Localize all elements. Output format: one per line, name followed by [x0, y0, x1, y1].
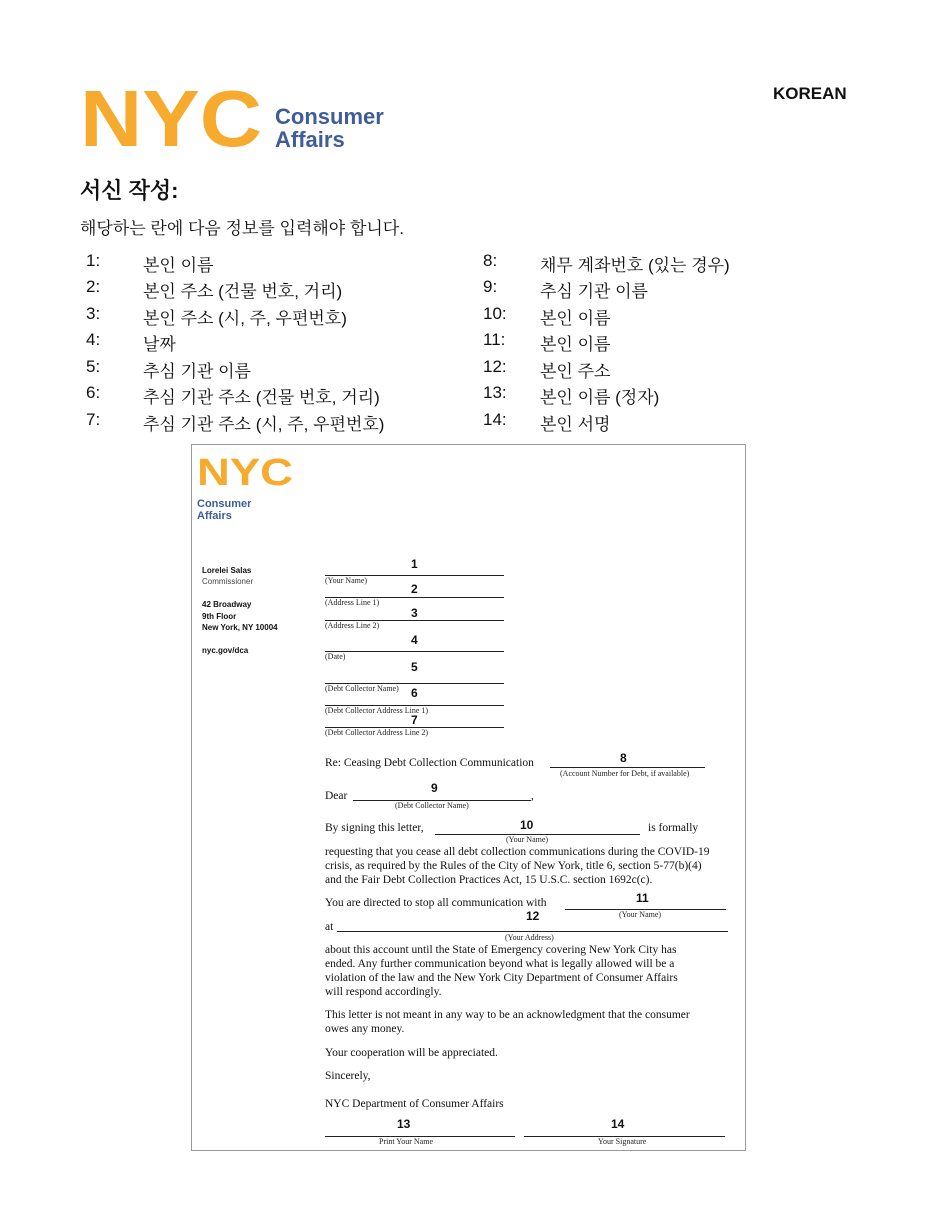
re-line: Re: Ceasing Debt Collection Communication — [325, 757, 534, 769]
paragraph-3-line-1: This letter is not meant in any way to be an acknowledgment that the consumer — [325, 1009, 690, 1021]
field-label-10: (Your Name) — [506, 835, 549, 844]
signing-intro: By signing this letter, — [325, 822, 424, 834]
field-label-9: (Debt Collector Name) — [395, 801, 469, 810]
legend-text: 본인 주소 (건물 번호, 거리) — [143, 282, 343, 301]
legend-number: 8: — [483, 251, 498, 270]
legend-number: 6: — [86, 383, 101, 402]
commissioner-name: Lorelei Salas — [202, 566, 252, 575]
legend-text: 추심 기관 주소 (건물 번호, 거리) — [143, 388, 380, 407]
field-label-13: Print Your Name — [379, 1137, 434, 1146]
legend-number: 5: — [86, 357, 101, 376]
legend-number: 3: — [86, 304, 101, 323]
field-label-5: (Debt Collector Name) — [325, 684, 399, 693]
letter-logo — [197, 455, 297, 520]
salutation-comma: , — [531, 790, 534, 802]
legend-text: 본인 이름 — [143, 256, 214, 275]
field-label-2: (Address Line 1) — [325, 598, 380, 607]
legend-number: 9: — [483, 277, 498, 296]
legend-text: 본인 서명 — [540, 415, 611, 434]
field-line-8 — [550, 767, 705, 768]
field-number-3: 3 — [411, 606, 418, 620]
field-label-8: (Account Number for Debt, if available) — [560, 769, 690, 778]
website: nyc.gov/dca — [202, 646, 249, 655]
legend-number: 11: — [483, 330, 506, 349]
paragraph-2-line-3: violation of the law and the New York City Department of Consumer Affairs — [325, 972, 678, 984]
nyc-logo-text: NYC — [80, 84, 262, 152]
consumer-logo-text: Consumer — [275, 104, 384, 129]
field-number-1: 1 — [411, 557, 418, 571]
field-number-10: 10 — [520, 818, 534, 832]
cooperation-line: Your cooperation will be appreciated. — [325, 1047, 498, 1059]
legend-number: 12: — [483, 357, 507, 376]
paragraph-2-line-1: about this account until the State of Emergency covering New York City has — [325, 944, 677, 956]
field-label-3: (Address Line 2) — [325, 621, 380, 630]
field-label-7: (Debt Collector Address Line 2) — [325, 728, 429, 737]
field-number-14: 14 — [611, 1117, 625, 1131]
commissioner-title: Commissioner — [202, 577, 254, 586]
field-label-6: (Debt Collector Address Line 1) — [325, 706, 429, 715]
field-number-5: 5 — [411, 660, 418, 674]
legend-text: 채무 계좌번호 (있는 경우) — [540, 256, 730, 275]
legend-number: 1: — [86, 251, 101, 270]
nyc-consumer-affairs-logo — [80, 84, 385, 152]
field-label-1: (Your Name) — [325, 576, 368, 585]
legend-text: 추심 기관 이름 — [143, 362, 251, 381]
letter-logo-nyc: NYC — [197, 455, 293, 494]
closing-sincerely: Sincerely, — [325, 1070, 371, 1082]
page-heading: 서신 작성: — [80, 178, 179, 203]
affairs-logo-text: Affairs — [275, 127, 345, 152]
letter-preview — [191, 444, 746, 1151]
field-number-2: 2 — [411, 582, 418, 596]
legend-number: 2: — [86, 277, 101, 296]
legend-number: 7: — [86, 410, 101, 429]
letter-logo-consumer: Consumer — [197, 498, 252, 510]
field-number-7: 7 — [411, 713, 418, 727]
office-address-line3: New York, NY 10004 — [202, 623, 278, 632]
legend-text: 본인 이름 — [540, 335, 611, 354]
field-number-9: 9 — [431, 781, 438, 795]
paragraph-1-line-3: and the Fair Debt Collection Practices Act, 15 U.S.C. section 1692c(c). — [325, 874, 653, 886]
department-name: NYC Department of Consumer Affairs — [325, 1098, 504, 1110]
office-address-line2: 9th Floor — [202, 612, 237, 621]
office-address-line1: 42 Broadway — [202, 600, 252, 609]
legend-number: 13: — [483, 383, 507, 402]
field-number-13: 13 — [397, 1117, 411, 1131]
language-label: KOREAN — [773, 84, 847, 103]
at-line: at — [325, 921, 334, 933]
field-number-4: 4 — [411, 633, 418, 647]
legend-number: 14: — [483, 410, 507, 429]
paragraph-1-line-1: requesting that you cease all debt collection communications during the COVID-19 — [325, 846, 710, 858]
field-label-4: (Date) — [325, 652, 346, 661]
letter-logo-affairs: Affairs — [197, 510, 232, 520]
paragraph-2-line-2: ended. Any further communication beyond what is legally allowed will be a — [325, 958, 675, 970]
field-line-4 — [325, 651, 504, 652]
legend-text: 추심 기관 이름 — [540, 282, 648, 301]
paragraph-1-line-2: crisis, as required by the Rules of the City of New York, title 6, section 5-77(b)(4) — [325, 860, 702, 872]
legend-text: 날짜 — [143, 335, 176, 354]
field-number-6: 6 — [411, 686, 418, 700]
field-label-14: Your Signature — [598, 1137, 647, 1146]
directed-line: You are directed to stop all communication with — [325, 897, 547, 909]
field-label-12: (Your Address) — [505, 933, 554, 942]
legend-number: 4: — [86, 330, 101, 349]
field-line-12 — [337, 931, 728, 932]
intro-text: 해당하는 란에 다음 정보를 입력해야 합니다. — [80, 219, 404, 238]
legend-text: 본인 이름 (정자) — [540, 388, 660, 407]
legend-number: 10: — [483, 304, 507, 323]
paragraph-3-line-2: owes any money. — [325, 1023, 405, 1035]
field-number-12: 12 — [526, 909, 540, 923]
salutation-dear: Dear — [325, 790, 348, 802]
paragraph-2-line-4: will respond accordingly. — [325, 986, 442, 998]
field-number-11: 11 — [636, 891, 649, 905]
legend-text: 본인 주소 (시, 주, 우편번호) — [143, 309, 347, 328]
legend-text: 본인 이름 — [540, 309, 611, 328]
field-label-11: (Your Name) — [619, 910, 662, 919]
signing-formally: is formally — [648, 822, 699, 834]
field-number-8: 8 — [620, 751, 627, 765]
legend-text: 본인 주소 — [540, 362, 611, 381]
legend-text: 추심 기관 주소 (시, 주, 우편번호) — [143, 415, 385, 434]
